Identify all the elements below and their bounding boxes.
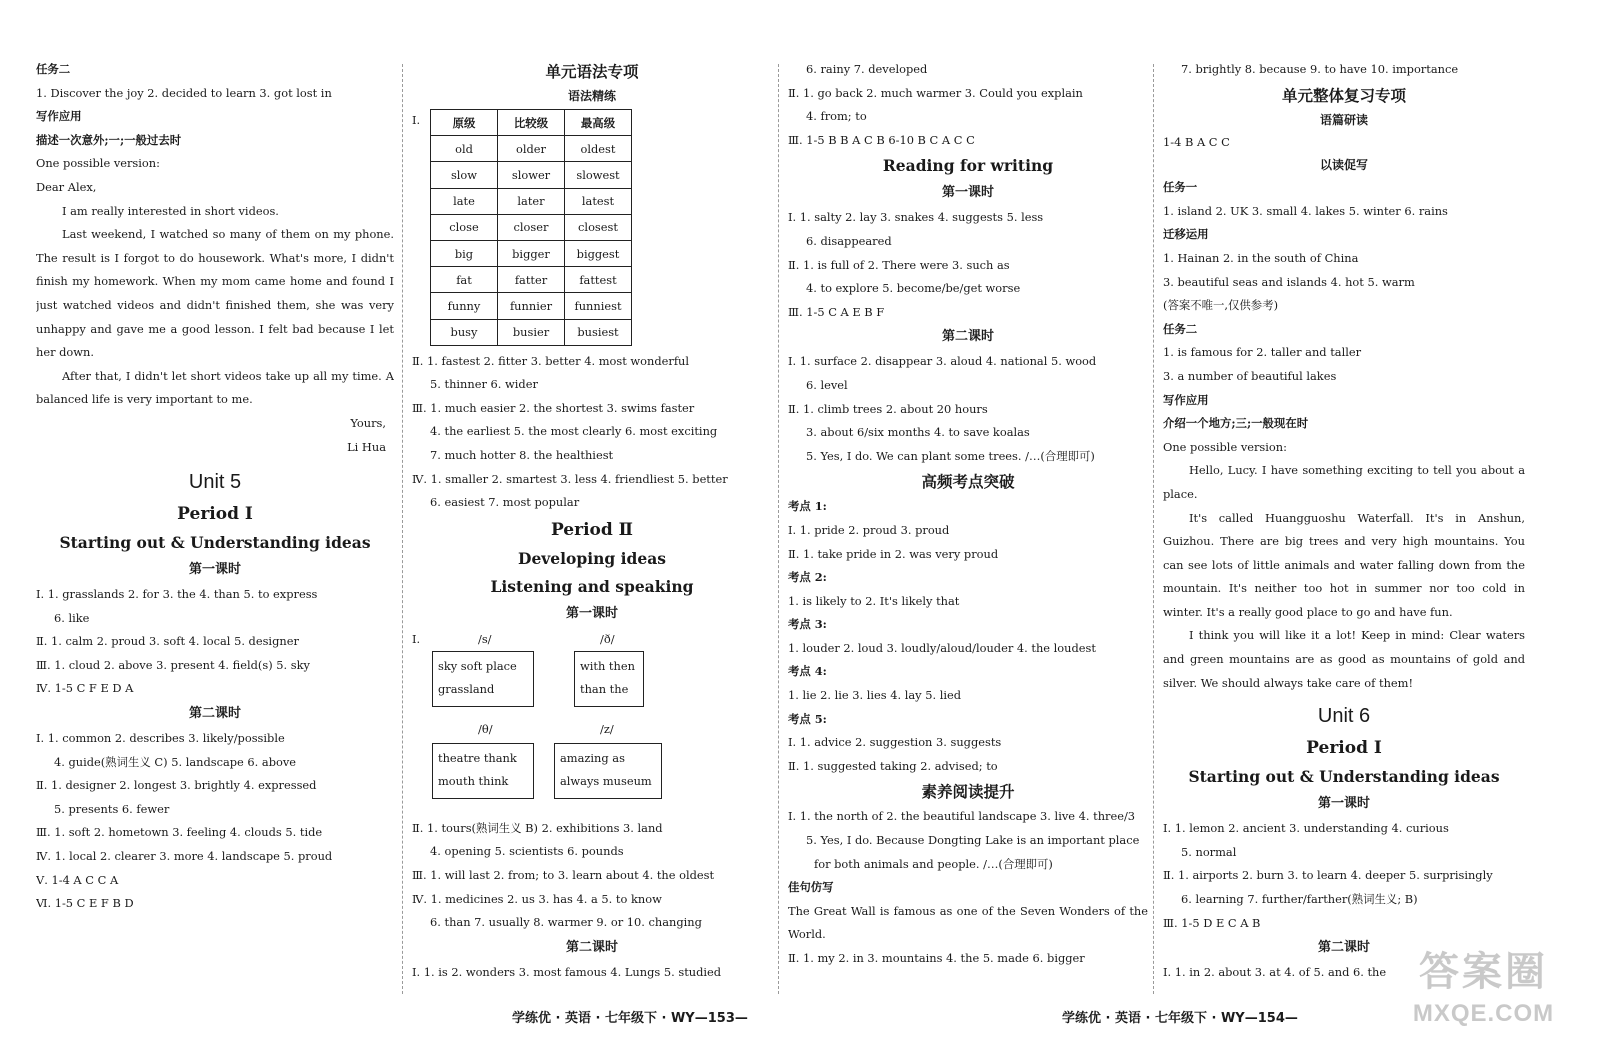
phonetic-box <box>574 651 644 707</box>
table-row <box>431 214 632 240</box>
table-cell: busiest <box>565 319 632 345</box>
table-header-row <box>431 110 632 136</box>
answer-line: 1. is likely to 2. It's likely that <box>788 593 960 608</box>
item-number: Ⅰ. <box>412 631 421 646</box>
answer-line: Ⅱ. 1. take pride in 2. was very proud <box>788 546 999 561</box>
answer-line: 5. presents 6. fewer <box>54 801 170 816</box>
answer-line: for both animals and people. /…(合理即可) <box>814 856 1053 871</box>
section-subheading: 以读促写 <box>1319 158 1368 173</box>
table-cell: older <box>498 136 565 162</box>
task-heading: 任务一 <box>1163 180 1198 195</box>
answer-line: 4. guide(熟词生义 C) 5. landscape 6. above <box>54 754 297 769</box>
answer-line: 1. lie 2. lie 3. lies 4. lay 5. lied <box>788 688 962 703</box>
table-cell: old <box>431 136 498 162</box>
answer-line: 6. like <box>54 610 90 625</box>
table-cell: slower <box>498 162 565 188</box>
answer-line: Ⅳ. 1-5 C F E D A <box>36 681 134 696</box>
table-header-cell: 原级 <box>431 110 498 136</box>
version-label: One possible version: <box>36 156 160 171</box>
phonetic-words: with then <box>580 658 635 673</box>
table-cell: oldest <box>565 136 632 162</box>
column-3 <box>788 58 1148 971</box>
answer-line: 5. thinner 6. wider <box>430 377 538 392</box>
answer-line: Ⅱ. 1. tours(熟词生义 B) 2. exhibitions 3. land <box>412 820 663 835</box>
answer-line: Ⅱ. 1. fastest 2. fitter 3. better 4. most wonderful <box>412 353 690 368</box>
note-line: (答案不唯一,仅供参考) <box>1163 298 1279 313</box>
writing-prompt: 介绍一个地方;三;一般现在时 <box>1163 416 1309 431</box>
answer-line: Ⅱ. 1. go back 2. much warmer 3. Could you explain <box>788 85 1083 100</box>
table-row <box>431 319 632 345</box>
answer-line: Ⅲ. 1-5 C A E B F <box>788 304 885 319</box>
lesson-heading: 第二课时 <box>941 329 994 345</box>
unit-title: Unit 5 <box>188 471 242 494</box>
column-1 <box>36 58 394 916</box>
answer-line: Ⅱ. 1. climb trees 2. about 20 hours <box>788 401 988 416</box>
table-cell: biggest <box>565 240 632 266</box>
table-header-cell: 比较级 <box>498 110 565 136</box>
table-cell: close <box>431 214 498 240</box>
answer-line: 3. a number of beautiful lakes <box>1163 368 1337 383</box>
section-label: 写作应用 <box>1163 392 1209 407</box>
phonetic-words: grassland <box>438 681 495 696</box>
answer-line: Ⅰ. 1. salty 2. lay 3. snakes 4. suggests 5. less <box>788 210 1044 225</box>
answer-line: 4. to explore 5. become/be/get worse <box>806 281 1021 296</box>
answer-line: 5. Yes, I do. We can plant some trees. /…(合理即可) <box>806 448 1095 463</box>
phonetic-symbol: /θ/ <box>478 721 493 736</box>
table-cell: fat <box>431 267 498 293</box>
column-4 <box>1163 58 1525 985</box>
phonetic-symbol: /z/ <box>600 721 614 736</box>
phonetic-words: theatre thank <box>438 750 517 765</box>
period-subtitle: Starting out & Understanding ideas <box>1188 767 1500 787</box>
section-heading: 素养阅读提升 <box>921 782 1015 802</box>
answer-line: Ⅲ. 1. much easier 2. the shortest 3. swims faster <box>412 400 695 415</box>
answer-line: Ⅱ. 1. airports 2. burn 3. to learn 4. deeper 5. surprisingly <box>1163 868 1493 883</box>
table-cell: closer <box>498 214 565 240</box>
answer-line: 1. island 2. UK 3. small 4. lakes 5. winter 6. rains <box>1163 203 1448 218</box>
answer-line: Ⅰ. 1. in 2. about 3. at 4. of 5. and 6. the <box>1163 965 1387 980</box>
answer-line: 4. the earliest 5. the most clearly 6. most exciting <box>430 424 718 439</box>
page-footer-left: 学练优 · 英语 · 七年级下 · WY—153— <box>512 1011 748 1026</box>
lesson-heading: 第一课时 <box>188 562 241 578</box>
answer-line: Ⅱ. 1. my 2. in 3. mountains 4. the 5. made 6. bigger <box>788 951 1085 965</box>
table-cell: big <box>431 240 498 266</box>
writing-prompt: 描述一次意外;一;一般过去时 <box>36 132 182 147</box>
answer-line: Ⅰ. 1. advice 2. suggestion 3. suggests <box>788 735 1002 750</box>
table-cell: funny <box>431 293 498 319</box>
answer-line: 6. learning 7. further/farther(熟词生义; B) <box>1181 892 1418 907</box>
table-cell: fattest <box>565 267 632 293</box>
answer-line: 1. is famous for 2. taller and taller <box>1163 345 1362 360</box>
answer-line: Ⅳ. 1. smaller 2. smartest 3. less 4. friendliest 5. better <box>412 471 728 486</box>
lesson-heading: 第一课时 <box>941 185 994 201</box>
period-subtitle: Listening and speaking <box>490 576 694 596</box>
answer-line: 1-4 B A C C <box>1163 134 1230 149</box>
section-label: 写作应用 <box>36 109 82 124</box>
answer-line: 7. much hotter 8. the healthiest <box>430 448 614 463</box>
table-row <box>431 267 632 293</box>
comparison-table <box>430 109 632 346</box>
phonetic-words: than the <box>580 681 629 696</box>
table-row <box>431 162 632 188</box>
answer-line: Ⅲ. 1. will last 2. from; to 3. learn about 4. the oldest <box>412 868 715 883</box>
task-heading: 任务二 <box>36 62 71 76</box>
answer-line: Ⅴ. 1-4 A C C A <box>36 872 119 887</box>
lesson-heading: 第一课时 <box>565 605 618 621</box>
lesson-heading: 第二课时 <box>188 706 241 722</box>
phonetic-box <box>432 743 534 799</box>
phonetic-box <box>554 743 662 799</box>
answer-line: Ⅲ. 1. cloud 2. above 3. present 4. field(s) 5. sky <box>36 657 310 672</box>
answer-line: Ⅳ. 1. local 2. clearer 3. more 4. landscape 5. proud <box>36 849 333 864</box>
answer-line: 4. from; to <box>806 109 867 124</box>
letter-paragraph: After that, I didn't let short videos take up all my time. A balanced life is very important to me. <box>36 368 394 407</box>
period-title: Period Ⅱ <box>550 519 634 540</box>
page-footer-right: 学练优 · 英语 · 七年级下 · WY—154— <box>1062 1011 1298 1026</box>
unit-title: Unit 6 <box>1317 705 1371 728</box>
table-row <box>431 188 632 214</box>
answer-line: 4. opening 5. scientists 6. pounds <box>430 844 624 859</box>
answer-line: Ⅲ. 1. soft 2. hometown 3. feeling 4. clouds 5. tide <box>36 825 323 840</box>
phonetic-symbol: /s/ <box>478 631 492 646</box>
answer-line: 6. than 7. usually 8. warmer 9. or 10. changing <box>430 915 702 930</box>
answer-line: Ⅰ. 1. lemon 2. ancient 3. understanding 4. curious <box>1163 821 1449 836</box>
phonetic-words: always museum <box>560 773 652 788</box>
answer-line: Ⅰ. 1. surface 2. disappear 3. aloud 4. national 5. wood <box>788 354 1097 369</box>
answer-line: 1. Discover the joy 2. decided to learn 3. got lost in <box>36 85 332 100</box>
answer-line: 1. louder 2. loud 3. loudly/aloud/louder 4. the loudest <box>788 640 1096 655</box>
watermark-logo <box>1396 945 1571 1035</box>
section-label: 佳句仿写 <box>788 880 834 895</box>
table-cell: slow <box>431 162 498 188</box>
version-label: One possible version: <box>1163 439 1287 454</box>
answer-line: Ⅱ. 1. is full of 2. There were 3. such as <box>788 257 1010 272</box>
table-cell: later <box>498 188 565 214</box>
answer-line: 7. brightly 8. because 9. to have 10. importance <box>1181 62 1459 76</box>
period-title: Period Ⅰ <box>1306 738 1382 759</box>
lesson-heading: 第一课时 <box>1317 796 1370 812</box>
table-cell: busier <box>498 319 565 345</box>
answer-line: 5. Yes, I do. Because Dongting Lake is an important place <box>806 833 1140 848</box>
table-row <box>431 293 632 319</box>
answer-line: 3. beautiful seas and islands 4. hot 5. warm <box>1163 274 1415 289</box>
task-heading: 任务二 <box>1163 321 1198 336</box>
answer-line: Ⅰ. 1. pride 2. proud 3. proud <box>788 522 950 537</box>
table-cell: closest <box>565 214 632 240</box>
answer-line: Ⅵ. 1-5 C E F B D <box>36 896 134 911</box>
table-row <box>431 240 632 266</box>
table-cell: slowest <box>565 162 632 188</box>
phonetic-words: amazing as <box>560 750 625 765</box>
answer-line: Ⅰ. 1. grasslands 2. for 3. the 4. than 5. to express <box>36 587 318 602</box>
letter-signature: Li Hua <box>347 439 386 454</box>
letter-closing: Yours, <box>350 415 386 430</box>
table-cell: funniest <box>565 293 632 319</box>
answer-line: Ⅲ. 1-5 B B A C B 6-10 B C A C C <box>788 132 975 147</box>
lesson-heading: 第二课时 <box>565 939 618 955</box>
phonetic-words: sky soft place <box>438 658 517 673</box>
table-row <box>431 136 632 162</box>
answer-line: Ⅲ. 1-5 D E C A B <box>1163 915 1261 930</box>
section-heading: 高频考点突破 <box>921 472 1015 492</box>
section-subheading: 语法精练 <box>567 89 616 103</box>
lesson-heading: 第二课时 <box>1317 940 1370 956</box>
answer-line: Ⅰ. 1. the north of 2. the beautiful landscape 3. live 4. three/3 <box>788 809 1136 824</box>
answer-line: Ⅱ. 1. designer 2. longest 3. brightly 4. expressed <box>36 778 317 793</box>
answer-line: 6. level <box>806 377 848 392</box>
section-heading: 单元语法专项 <box>545 62 639 81</box>
period-subtitle: Starting out & Understanding ideas <box>59 533 371 553</box>
watermark-url: MXQE.COM <box>1412 1000 1555 1027</box>
watermark-text: 答案圈 <box>1419 950 1548 994</box>
essay-paragraph: It's called Huangguoshu Waterfall. It's in Anshun, Guizhou. There are big trees and very high mountains. You can see lots of little animals and water falling down from the mountain. It's neither too hot in summer nor too cold in winter. It's a really good place to go and have fun. <box>1163 510 1525 619</box>
table-cell: bigger <box>498 240 565 266</box>
sentence-paragraph: The Great Wall is famous as one of the Seven Wonders of the World. <box>788 903 1148 942</box>
table-cell: late <box>431 188 498 214</box>
item-number: Ⅰ. <box>412 113 421 127</box>
point-label: 考点 5: <box>788 711 827 726</box>
phonetics-section <box>412 627 772 817</box>
point-label: 考点 4: <box>788 664 827 679</box>
point-label: 考点 3: <box>788 617 827 632</box>
period-title: Period Ⅰ <box>177 504 253 525</box>
answer-line: Ⅳ. 1. medicines 2. us 3. has 4. a 5. to know <box>412 891 662 906</box>
point-label: 考点 1: <box>788 499 827 514</box>
table-cell: funnier <box>498 293 565 319</box>
section-label: 迁移运用 <box>1163 227 1209 242</box>
section-heading: Reading for writing <box>882 156 1054 176</box>
answer-line: Ⅰ. 1. is 2. wonders 3. most famous 4. Lungs 5. studied <box>412 964 722 979</box>
answer-line: 3. about 6/six months 4. to save koalas <box>806 425 1030 440</box>
answer-line: 6. rainy 7. developed <box>806 62 928 76</box>
point-label: 考点 2: <box>788 570 827 585</box>
answer-line: Ⅰ. 1. common 2. describes 3. likely/possible <box>36 731 285 746</box>
column-2 <box>412 58 772 984</box>
period-subtitle: Developing ideas <box>518 548 666 568</box>
answer-line: 6. easiest 7. most popular <box>430 495 580 510</box>
letter-paragraph: I am really interested in short videos. <box>62 203 279 218</box>
essay-paragraph: Hello, Lucy. I have something exciting to tell you about a place. <box>1163 463 1525 501</box>
answer-line: Ⅱ. 1. calm 2. proud 3. soft 4. local 5. designer <box>36 634 299 649</box>
phonetic-box <box>432 651 534 707</box>
table-cell: fatter <box>498 267 565 293</box>
essay-paragraph: I think you will like it a lot! Keep in mind: Clear waters and green mountains are as good as mountains of gold and silver. We should always take care of them! <box>1163 628 1525 690</box>
answer-line: 1. Hainan 2. in the south of China <box>1163 250 1359 265</box>
answer-line: 5. normal <box>1181 844 1237 859</box>
section-heading: 单元整体复习专项 <box>1281 85 1406 105</box>
table-cell: busy <box>431 319 498 345</box>
phonetic-symbol: /ð/ <box>600 631 615 646</box>
answer-line: 6. disappeared <box>806 233 892 248</box>
section-subheading: 语篇研读 <box>1319 112 1368 127</box>
answer-line: Ⅱ. 1. suggested taking 2. advised; to <box>788 758 998 773</box>
phonetic-words: mouth think <box>438 773 509 788</box>
table-header-cell: 最高级 <box>565 110 632 136</box>
table-cell: latest <box>565 188 632 214</box>
letter-paragraph: Last weekend, I watched so many of them on my phone. The result is I forgot to do housework. What's more, I didn't finish my homework. When my mom came home and found I just watched videos and didn't finished them, she was very unhappy and gave me a good lesson. I felt bad because I let her down. <box>36 227 394 360</box>
letter-salutation: Dear Alex, <box>36 179 97 194</box>
